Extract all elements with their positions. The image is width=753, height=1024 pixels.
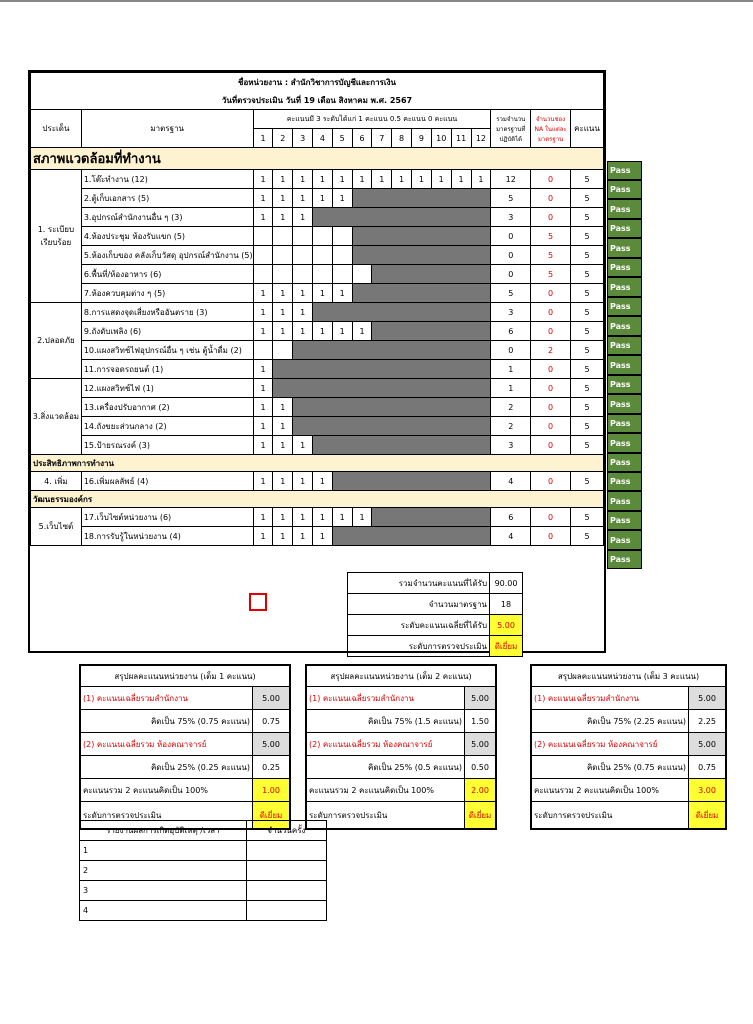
score-cell[interactable] (253, 246, 273, 265)
score-col-number: 12 (471, 129, 491, 148)
summary-title: สรุปผลคะแนนหน่วยงาน (เต็ม 2 คะแนน) (307, 666, 496, 687)
total-cell: 1 (491, 360, 531, 379)
score-cell[interactable]: 1 (412, 170, 432, 189)
na-area (372, 265, 491, 284)
score-cell[interactable]: 1 (332, 508, 352, 527)
score-cell[interactable] (352, 265, 372, 284)
na-cell: 0 (531, 189, 571, 208)
na-cell: 0 (531, 436, 571, 455)
score-cell[interactable]: 1 (332, 322, 352, 341)
score-cell[interactable] (273, 341, 293, 360)
na-cell: 0 (531, 170, 571, 189)
score-col-number: 8 (392, 129, 412, 148)
score-value: 5 (570, 417, 603, 436)
count-label: จำนวนมาตรฐาน (348, 594, 490, 615)
total-cell: 6 (491, 322, 531, 341)
summary-value: 3.00 (689, 779, 726, 802)
standard-name: 14.ถังขยะส่วนกลาง (2) (81, 417, 253, 436)
col-standard: มาตรฐาน (81, 110, 253, 148)
audit-sheet (28, 70, 606, 653)
score-value: 5 (570, 398, 603, 417)
na-area (372, 322, 491, 341)
na-area (352, 246, 491, 265)
pass-badge: Pass (607, 511, 642, 530)
na-area (313, 436, 491, 455)
score-col-number: 3 (293, 129, 313, 148)
na-area (352, 284, 491, 303)
na-cell: 0 (531, 508, 571, 527)
score-cell[interactable]: 1 (313, 508, 333, 527)
standard-name: 13.เครื่องปรับอากาศ (2) (81, 398, 253, 417)
report-col-2: จำนวนครั้ง (246, 821, 326, 841)
total-cell: 6 (491, 508, 531, 527)
score-col-number: 6 (352, 129, 372, 148)
table-row (31, 398, 604, 417)
score-value: 5 (570, 379, 603, 398)
score-cell[interactable]: 1 (313, 170, 333, 189)
summary-label: ระดับการตรวจประเมิน (532, 802, 689, 829)
na-area (332, 527, 491, 546)
summary-label: คิดเป็น 75% (1.5 คะแนน) (307, 710, 465, 733)
na-area (293, 417, 491, 436)
total-cell: 0 (491, 265, 531, 284)
pass-badge: Pass (607, 433, 642, 453)
score-cell[interactable]: 1 (313, 472, 333, 491)
na-area (293, 341, 491, 360)
score-cell[interactable] (293, 265, 313, 284)
score-col-number: 2 (273, 129, 293, 148)
col-total: รวมจำนวนมาตรฐานที่ปฏิบัติได้ (491, 110, 531, 148)
score-col-number: 5 (332, 129, 352, 148)
table-row (31, 284, 604, 303)
summary-label: คิดเป็น 25% (0.75 คะแนน) (532, 756, 689, 779)
score-value: 5 (570, 170, 603, 189)
standard-name: 16.เพิ่มผลลัพธ์ (4) (81, 472, 253, 491)
total-cell: 2 (491, 417, 531, 436)
pass-badge: Pass (607, 355, 642, 375)
total-cell: 3 (491, 436, 531, 455)
score-value: 5 (570, 322, 603, 341)
table-row (31, 360, 604, 379)
pass-badge: Pass (607, 258, 642, 277)
checkbox[interactable] (249, 593, 267, 611)
score-value: 5 (570, 472, 603, 491)
score-cell[interactable]: 1 (253, 284, 273, 303)
summary-value: ดีเยี่ยม (465, 802, 496, 829)
summary-label: (1) คะแนนเฉลี่ยรวมสำนักงาน (532, 687, 689, 710)
score-value: 5 (570, 265, 603, 284)
na-area (273, 379, 491, 398)
score-cell[interactable]: 1 (273, 170, 293, 189)
score-col-number: 9 (412, 129, 432, 148)
na-cell: 0 (531, 379, 571, 398)
na-area (313, 303, 491, 322)
score-cell[interactable] (253, 341, 273, 360)
score-cell[interactable] (253, 227, 273, 246)
score-cell[interactable] (313, 246, 333, 265)
score-cell[interactable]: 1 (332, 189, 352, 208)
score-cell[interactable]: 1 (253, 170, 273, 189)
score-value: 5 (570, 360, 603, 379)
score-cell[interactable] (332, 227, 352, 246)
pass-badge: Pass (607, 277, 642, 297)
group-label: 5.เว็บไซต์ (31, 508, 82, 546)
na-cell: 0 (531, 208, 571, 227)
score-value: 5 (570, 303, 603, 322)
score-value: 5 (570, 341, 603, 360)
pass-badge: Pass (607, 530, 642, 550)
table-row (31, 227, 604, 246)
score-cell[interactable]: 1 (293, 170, 313, 189)
score-summary-box (530, 664, 727, 830)
summary-label: คะแนนรวม 2 คะแนนคิดเป็น 100% (81, 779, 253, 802)
standard-name: 17.เว็บไซต์หน่วยงาน (6) (81, 508, 253, 527)
audit-table (30, 72, 604, 546)
table-row (31, 436, 604, 455)
top-border (0, 0, 753, 2)
table-row (31, 265, 604, 284)
pass-badge: Pass (607, 550, 642, 569)
score-cell[interactable]: 1 (273, 436, 293, 455)
score-cell[interactable]: 1 (471, 170, 491, 189)
score-col-number: 1 (253, 129, 273, 148)
score-cell[interactable] (293, 227, 313, 246)
summary-label: ระดับการตรวจประเมิน (81, 802, 253, 829)
summary-value: 5.00 (689, 687, 726, 710)
section-header: สภาพแวดล้อมที่ทำงาน (31, 148, 604, 170)
score-cell[interactable]: 1 (313, 284, 333, 303)
audit-date: วันที่ตรวจประเมิน วันที่ 19 เดือน สิงหาคม พ.ศ. 2567 (31, 91, 604, 110)
pass-badge: Pass (607, 414, 642, 433)
score-cell[interactable]: 1 (313, 189, 333, 208)
summary-value: 5.00 (253, 733, 290, 756)
level-value: ดีเยี่ยม (490, 636, 523, 657)
standard-name: 12.แผงสวิทช์ไฟ (1) (81, 379, 253, 398)
na-cell: 5 (531, 265, 571, 284)
summary-label: (1) คะแนนเฉลี่ยรวมสำนักงาน (81, 687, 253, 710)
count-value: 18 (490, 594, 523, 615)
score-cell[interactable]: 1 (313, 527, 333, 546)
score-cell[interactable]: 1 (293, 284, 313, 303)
standard-name: 9.ถังดับเพลิง (6) (81, 322, 253, 341)
pass-badge: Pass (607, 219, 642, 238)
score-cell[interactable]: 1 (431, 170, 451, 189)
score-cell[interactable]: 1 (352, 508, 372, 527)
total-cell: 5 (491, 284, 531, 303)
summary-value: 5.00 (689, 733, 726, 756)
accident-report (79, 820, 327, 921)
score-col-number: 11 (451, 129, 471, 148)
score-cell[interactable]: 1 (451, 170, 471, 189)
score-cell[interactable]: 1 (273, 417, 293, 436)
total-cell: 0 (491, 341, 531, 360)
score-cell[interactable] (293, 246, 313, 265)
score-cell[interactable]: 1 (253, 398, 273, 417)
score-cell[interactable] (313, 265, 333, 284)
na-cell: 0 (531, 472, 571, 491)
summary-value: 5.00 (465, 733, 496, 756)
table-row (31, 527, 604, 546)
summary-value: 1.00 (253, 779, 290, 802)
score-cell[interactable] (273, 227, 293, 246)
summary-label: (2) คะแนนเฉลี่ยรวม ห้องคณาจารย์ (307, 733, 465, 756)
total-cell: 3 (491, 303, 531, 322)
summary-label: (2) คะแนนเฉลี่ยรวม ห้องคณาจารย์ (81, 733, 253, 756)
na-cell: 0 (531, 322, 571, 341)
score-value: 5 (570, 227, 603, 246)
table-row (31, 341, 604, 360)
score-cell[interactable]: 1 (293, 508, 313, 527)
summary-value: ดีเยี่ยม (253, 802, 290, 829)
na-cell: 0 (531, 527, 571, 546)
score-cell[interactable]: 1 (392, 170, 412, 189)
score-cell[interactable]: 1 (273, 527, 293, 546)
score-value: 5 (570, 508, 603, 527)
summary-label: คิดเป็น 25% (0.5 คะแนน) (307, 756, 465, 779)
score-cell[interactable] (273, 265, 293, 284)
score-cell[interactable]: 1 (273, 398, 293, 417)
col-na: จำนวนช่อง NA ในแต่ละมาตรฐาน (531, 110, 571, 148)
avg-value: 5.00 (490, 615, 523, 636)
na-area (293, 398, 491, 417)
score-col-number: 7 (372, 129, 392, 148)
summary-value: ดีเยี่ยม (689, 802, 726, 829)
total-cell: 0 (491, 227, 531, 246)
score-cell[interactable]: 1 (273, 284, 293, 303)
score-cell[interactable]: 1 (273, 508, 293, 527)
total-cell: 1 (491, 379, 531, 398)
na-cell: 0 (531, 284, 571, 303)
pass-badge: Pass (607, 491, 642, 511)
summary-label: คิดเป็น 75% (0.75 คะแนน) (81, 710, 253, 733)
standard-name: 18.การรับรู้ในหน่วยงาน (4) (81, 527, 253, 546)
standard-name: 2.ตู้เก็บเอกสาร (5) (81, 189, 253, 208)
score-value: 5 (570, 208, 603, 227)
pass-badge: Pass (607, 453, 642, 472)
pass-badge: Pass (607, 394, 642, 414)
score-cell[interactable]: 1 (253, 208, 273, 227)
col-score: คะแนน (570, 110, 603, 148)
total-cell: 5 (491, 189, 531, 208)
table-row (31, 379, 604, 398)
summary-title: สรุปผลคะแนนหน่วยงาน (เต็ม 1 คะแนน) (81, 666, 290, 687)
table-row (31, 472, 604, 491)
unit-title: ชื่อหน่วยงาน : สำนักวิชาการบัญชีและการเงิน (31, 73, 604, 92)
total-label: รวมจำนวนคะแนนที่ได้รับ (348, 573, 490, 594)
score-note: คะแนนมี 3 ระดับได้แก่ 1 คะแนน 0.5 คะแนน 0 คะแนน (253, 110, 491, 129)
pass-badge: Pass (607, 375, 642, 394)
total-value: 90.00 (490, 573, 523, 594)
standard-name: 5.ห้องเก็บของ คลังเก็บวัสดุ อุปกรณ์สำนักงาน (5) (81, 246, 253, 265)
score-cell[interactable]: 1 (253, 322, 273, 341)
section-header: ประสิทธิภาพการทำงาน (31, 455, 604, 472)
table-row (31, 322, 604, 341)
summary-value: 2.00 (465, 779, 496, 802)
pass-badge: Pass (607, 238, 642, 258)
pass-badge: Pass (607, 472, 642, 491)
summary-value: 0.25 (253, 756, 290, 779)
score-cell[interactable]: 1 (273, 208, 293, 227)
score-cell[interactable]: 1 (293, 208, 313, 227)
score-cell[interactable]: 1 (253, 417, 273, 436)
score-cell[interactable]: 1 (293, 189, 313, 208)
score-cell[interactable] (313, 227, 333, 246)
score-cell[interactable]: 1 (293, 436, 313, 455)
summary-value: 5.00 (465, 687, 496, 710)
score-cell[interactable]: 1 (332, 284, 352, 303)
score-cell[interactable]: 1 (253, 379, 273, 398)
table-row (31, 208, 604, 227)
col-issue: ประเด็น (31, 110, 82, 148)
score-cell[interactable]: 1 (352, 322, 372, 341)
na-cell: 5 (531, 227, 571, 246)
total-cell: 2 (491, 398, 531, 417)
standard-name: 8.การแสดงจุดเสี่ยงหรืออันตราย (3) (81, 303, 253, 322)
score-cell[interactable]: 1 (352, 170, 372, 189)
score-cell[interactable]: 1 (253, 360, 273, 379)
na-area (313, 208, 491, 227)
summary-value: 0.75 (689, 756, 726, 779)
table-row (31, 189, 604, 208)
score-cell[interactable]: 1 (253, 303, 273, 322)
na-area (352, 189, 491, 208)
report-row: 3 (80, 881, 247, 901)
score-col-number: 10 (431, 129, 451, 148)
score-cell[interactable] (253, 265, 273, 284)
group-label: 1. ระเบียบเรียบร้อย (31, 170, 82, 303)
standard-name: 11.การจอดรถยนต์ (1) (81, 360, 253, 379)
standard-name: 3.อุปกรณ์สำนักงานอื่น ๆ (3) (81, 208, 253, 227)
na-cell: 0 (531, 417, 571, 436)
score-cell[interactable]: 1 (273, 472, 293, 491)
summary-label: คะแนนรวม 2 คะแนนคิดเป็น 100% (307, 779, 465, 802)
score-cell[interactable]: 1 (332, 170, 352, 189)
score-cell[interactable]: 1 (273, 322, 293, 341)
report-col-1: รายงานผลการเกิดอุบัติเหตุ /เวลา (80, 821, 247, 841)
na-cell: 0 (531, 360, 571, 379)
table-row (31, 417, 604, 436)
report-row: 1 (80, 841, 247, 861)
na-area (332, 472, 491, 491)
pass-badge: Pass (607, 297, 642, 316)
pass-badge: Pass (607, 180, 642, 199)
score-cell[interactable]: 1 (273, 303, 293, 322)
score-value: 5 (570, 246, 603, 265)
standard-name: 15.ป้ายรณรงค์ (3) (81, 436, 253, 455)
score-cell[interactable]: 1 (313, 322, 333, 341)
na-cell: 0 (531, 398, 571, 417)
score-cell[interactable]: 1 (253, 472, 273, 491)
report-row: 2 (80, 861, 247, 881)
score-col-number: 4 (313, 129, 333, 148)
na-cell: 0 (531, 303, 571, 322)
summary-label: คะแนนรวม 2 คะแนนคิดเป็น 100% (532, 779, 689, 802)
score-cell[interactable]: 1 (293, 303, 313, 322)
standard-name: 6.พื้นที่/ห้องอาหาร (6) (81, 265, 253, 284)
score-cell[interactable]: 1 (293, 472, 313, 491)
pass-badge: Pass (607, 199, 642, 219)
total-cell: 12 (491, 170, 531, 189)
na-cell: 2 (531, 341, 571, 360)
score-cell[interactable] (332, 265, 352, 284)
total-cell: 4 (491, 527, 531, 546)
summary-value: 1.50 (465, 710, 496, 733)
total-cell: 4 (491, 472, 531, 491)
summary-label: ระดับการตรวจประเมิน (307, 802, 465, 829)
total-cell: 3 (491, 208, 531, 227)
score-value: 5 (570, 527, 603, 546)
score-value: 5 (570, 284, 603, 303)
summary-label: คิดเป็น 25% (0.25 คะแนน) (81, 756, 253, 779)
score-summary-box (79, 664, 291, 830)
score-value: 5 (570, 436, 603, 455)
score-cell[interactable]: 1 (253, 527, 273, 546)
standard-name: 4.ห้องประชุม ห้องรับแขก (5) (81, 227, 253, 246)
score-cell[interactable] (273, 246, 293, 265)
table-row (31, 508, 604, 527)
standard-name: 10.แผงสวิทช์ไฟอุปกรณ์อื่น ๆ เช่น ตู้น้ำดื่ม (2) (81, 341, 253, 360)
standard-name: 7.ห้องควบคุมต่าง ๆ (5) (81, 284, 253, 303)
group-label: 2.ปลอดภัย (31, 303, 82, 379)
score-cell[interactable]: 1 (273, 189, 293, 208)
total-cell: 0 (491, 246, 531, 265)
report-row: 4 (80, 901, 247, 921)
summary-label: คิดเป็น 75% (2.25 คะแนน) (532, 710, 689, 733)
summary-title: สรุปผลคะแนนหน่วยงาน (เต็ม 3 คะแนน) (532, 666, 726, 687)
avg-label: ระดับคะแนนเฉลี่ยที่ได้รับ (348, 615, 490, 636)
table-row (31, 246, 604, 265)
pass-badge: Pass (607, 316, 642, 336)
table-row (31, 303, 604, 322)
score-summary-box (305, 664, 497, 830)
score-cell[interactable]: 1 (253, 189, 273, 208)
table-row (31, 170, 604, 189)
summary-value: 0.50 (465, 756, 496, 779)
summary-label: (2) คะแนนเฉลี่ยรวม ห้องคณาจารย์ (532, 733, 689, 756)
group-label: 4. เพิ่ม (31, 472, 82, 491)
na-area (352, 227, 491, 246)
score-cell[interactable]: 1 (293, 322, 313, 341)
level-label: ระดับการตรวจประเมิน (348, 636, 490, 657)
score-value: 5 (570, 189, 603, 208)
section-header: วัฒนธรรมองค์กร (31, 491, 604, 508)
summary-value: 0.75 (253, 710, 290, 733)
score-cell[interactable]: 1 (253, 436, 273, 455)
summary-value: 5.00 (253, 687, 290, 710)
group-label: 3.สิ่งแวดล้อม (31, 379, 82, 455)
score-cell[interactable] (332, 246, 352, 265)
na-cell: 5 (531, 246, 571, 265)
standard-name: 1.โต๊ะทำงาน (12) (81, 170, 253, 189)
summary-value: 2.25 (689, 710, 726, 733)
pass-badge: Pass (607, 336, 642, 355)
pass-badge: Pass (607, 161, 642, 180)
score-cell[interactable]: 1 (293, 527, 313, 546)
summary-label: (1) คะแนนเฉลี่ยรวมสำนักงาน (307, 687, 465, 710)
score-cell[interactable]: 1 (372, 170, 392, 189)
na-area (372, 508, 491, 527)
summary-table (347, 572, 523, 657)
score-cell[interactable]: 1 (253, 508, 273, 527)
na-area (273, 360, 491, 379)
